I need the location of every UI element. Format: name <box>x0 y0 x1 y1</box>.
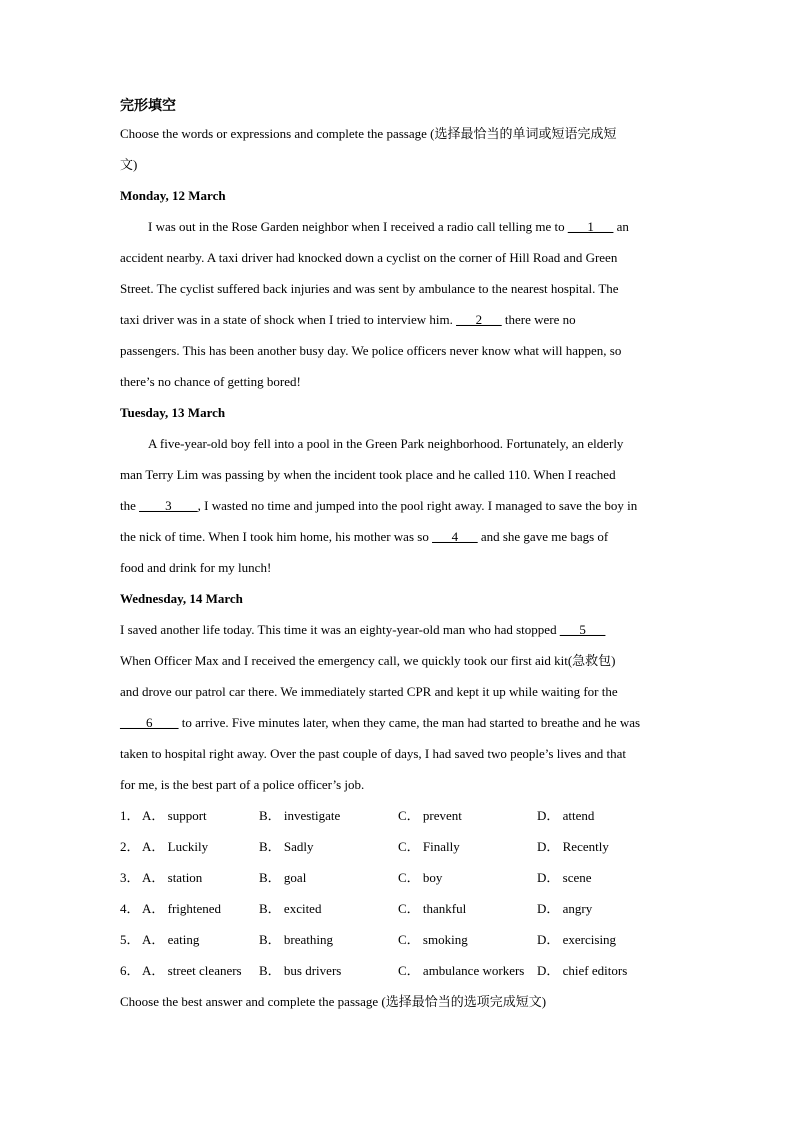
passage-text: an <box>613 219 629 234</box>
answer-option[interactable]: C． Finally <box>398 839 460 854</box>
passage-text: man Terry Lim was passing by when the incident took place and he called 110. When I reached <box>120 467 616 482</box>
answer-option[interactable]: A． frightened <box>142 901 222 916</box>
answer-option[interactable]: B． investigate <box>259 808 341 823</box>
passage-text: A five-year-old boy fell into a pool in the Green Park neighborhood. Fortunately, an elderly <box>148 436 624 451</box>
passage-line <box>120 614 680 645</box>
answer-blank: ___5___ <box>559 622 606 637</box>
passage-line <box>120 366 680 397</box>
passage-text: there were no <box>501 312 576 327</box>
answer-option[interactable]: A． support <box>142 808 207 823</box>
question-row <box>120 955 680 986</box>
question-row <box>120 924 680 955</box>
question-number: 3． <box>120 870 140 885</box>
answer-option[interactable]: C． smoking <box>398 932 468 947</box>
section-title: 完形填空 <box>120 99 176 114</box>
passage-text: passengers. This has been another busy day. We police officers never know what will happen, so <box>120 343 622 358</box>
passage-text: and drove our patrol car there. We immediately started CPR and kept it up while waiting for the <box>120 684 618 699</box>
passage-line <box>120 211 680 242</box>
passage-line <box>120 428 680 459</box>
answer-option[interactable]: B． bus drivers <box>259 963 342 978</box>
passage-text: food and drink for my lunch! <box>120 560 272 575</box>
passage-text: When Officer Max and I received the emergency call, we quickly took our first aid kit(急救包) <box>120 653 616 668</box>
passage-text: taxi driver was in a state of shock when I tried to interview him. <box>120 312 457 327</box>
passage-text: taken to hospital right away. Over the past couple of days, I had saved two people’s lives and that <box>120 746 627 761</box>
entry-date-heading: Tuesday, 13 March <box>120 405 226 420</box>
passage-line <box>120 335 680 366</box>
passage-line <box>120 459 680 490</box>
passage-text: for me, is the best part of a police officer’s job. <box>120 777 365 792</box>
answer-option[interactable]: D． scene <box>537 870 592 885</box>
passage-text: I was out in the Rose Garden neighbor when I received a radio call telling me to <box>148 219 568 234</box>
passage-line <box>120 242 680 273</box>
passage-line <box>120 304 680 335</box>
passage-text: , I wasted no time and jumped into the pool right away. I managed to save the boy in <box>197 498 638 513</box>
passage-text: Street. The cyclist suffered back injuries and was sent by ambulance to the nearest hospital. The <box>120 281 619 296</box>
question-number: 1． <box>120 808 140 823</box>
passage-text: to arrive. Five minutes later, when they came, the man had started to breathe and he was <box>178 715 641 730</box>
answer-option[interactable]: B． goal <box>259 870 307 885</box>
answer-option[interactable]: A． eating <box>142 932 200 947</box>
answer-blank: ____6____ <box>120 715 179 730</box>
question-number: 4． <box>120 901 140 916</box>
passage-text: I saved another life today. This time it was an eighty-year-old man who had stopped <box>120 622 560 637</box>
instruction-line-1: Choose the words or expressions and complete the passage (选择最恰当的单词或短语完成短 <box>120 126 617 141</box>
answer-option[interactable]: D． attend <box>537 808 595 823</box>
passage-line <box>120 676 680 707</box>
answer-option[interactable]: B． breathing <box>259 932 334 947</box>
answer-option[interactable]: D． exercising <box>537 932 617 947</box>
passage-line <box>120 707 680 738</box>
question-row <box>120 893 680 924</box>
answer-option[interactable]: A． Luckily <box>142 839 209 854</box>
footer-instruction: Choose the best answer and complete the passage (选择最恰当的选项完成短文) <box>120 994 547 1009</box>
answer-option[interactable]: B． Sadly <box>259 839 314 854</box>
answer-option[interactable]: D． angry <box>537 901 593 916</box>
entry-date-heading: Monday, 12 March <box>120 188 226 203</box>
answer-blank: ___4___ <box>432 529 478 544</box>
question-number: 6． <box>120 963 140 978</box>
answer-option[interactable]: B． excited <box>259 901 322 916</box>
diary-entries <box>120 180 680 800</box>
entry-date-heading: Wednesday, 14 March <box>120 591 243 606</box>
answer-blank: ____3____ <box>139 498 198 513</box>
question-row <box>120 862 680 893</box>
worksheet-page <box>120 96 680 1017</box>
passage-text: there’s no chance of getting bored! <box>120 374 301 389</box>
passage-text: the nick of time. When I took him home, his mother was so <box>120 529 433 544</box>
question-list <box>120 800 680 986</box>
passage-text: the <box>120 498 140 513</box>
answer-option[interactable]: D． Recently <box>537 839 609 854</box>
answer-option[interactable]: C． ambulance workers <box>398 963 525 978</box>
passage-line <box>120 552 680 583</box>
passage-line <box>120 645 680 676</box>
answer-option[interactable]: A． station <box>142 870 203 885</box>
question-row <box>120 800 680 831</box>
answer-option[interactable]: D． chief editors <box>537 963 628 978</box>
instruction-line-2: 文) <box>120 157 138 172</box>
passage-line <box>120 521 680 552</box>
passage-line <box>120 769 680 800</box>
answer-option[interactable]: C． thankful <box>398 901 467 916</box>
passage-line <box>120 490 680 521</box>
answer-blank: ___2___ <box>456 312 502 327</box>
passage-text: and she gave me bags of <box>477 529 609 544</box>
question-row <box>120 831 680 862</box>
answer-blank: ___1___ <box>567 219 614 234</box>
question-number: 5． <box>120 932 140 947</box>
answer-option[interactable]: C． prevent <box>398 808 462 823</box>
passage-line <box>120 273 680 304</box>
question-number: 2． <box>120 839 140 854</box>
passage-text: accident nearby. A taxi driver had knocked down a cyclist on the corner of Hill Road and Green <box>120 250 618 265</box>
answer-option[interactable]: C． boy <box>398 870 443 885</box>
answer-option[interactable]: A． street cleaners <box>142 963 242 978</box>
passage-line <box>120 738 680 769</box>
